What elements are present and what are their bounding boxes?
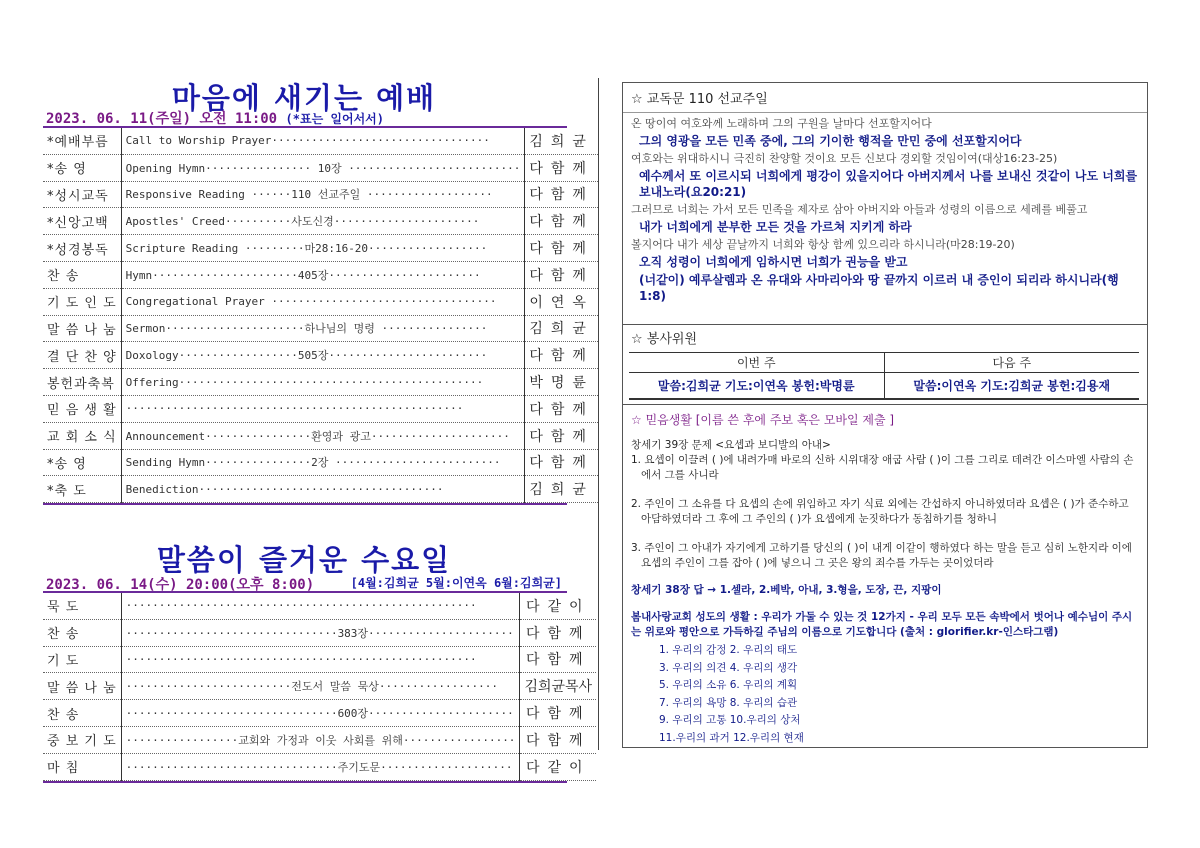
life-text: 봄내사랑교회 성도의 생활 : 우리가 가둘 수 있는 것 12가지 - 우리 모두 모든 속박에서 벗어나 예수님이 주시는 위로와 평안으로 가득하길 주님의 이름으로 기도합니다 (출처 : glorifier.kr-인스타그램)	[631, 611, 1133, 638]
order-row	[43, 235, 598, 262]
order-item-leader: 다함께	[525, 261, 598, 288]
service-header: ☆ 봉사위원	[631, 332, 698, 347]
order-row	[43, 261, 598, 288]
list-item: 7. 우리의 욕망 8. 우리의 습관	[659, 696, 798, 709]
order-item-leader: 다함께	[525, 422, 598, 449]
service-box	[622, 324, 1148, 406]
next-week-label: 다음 주	[992, 356, 1032, 370]
order-row	[43, 181, 598, 208]
reading-response-line: 그의 영광을 모든 민족 중에, 그의 기이한 행적을 만민 중에 선포할지어다	[639, 134, 1022, 148]
reading-lines	[623, 113, 1147, 309]
order-item-detail: ·····················································	[121, 646, 520, 673]
order-item-name: 말 씀 나 눔	[43, 673, 121, 700]
reading-box	[622, 82, 1148, 326]
reading-leader-line: 여호와는 위대하시니 극진히 찬양할 것이요 모든 신보다 경외할 것임이여(대상16:23-25)	[631, 152, 1058, 165]
order-item-name: *성경봉독	[43, 235, 121, 262]
order-row	[43, 422, 598, 449]
order-item-name: *축 도	[43, 476, 121, 503]
order-item-detail: Scripture Reading ·········마28:16-20··················	[121, 235, 525, 262]
order-item-detail: ·····················································	[121, 593, 520, 619]
this-week-members: 말씀:김희균 기도:이연옥 봉헌:박명륜	[629, 373, 884, 399]
order-row	[43, 646, 596, 673]
order-item-detail: ································383장······················	[121, 619, 520, 646]
order-item-leader: 다함께	[525, 208, 598, 235]
list-item: 5. 우리의 소유 6. 우리의 계획	[659, 679, 798, 691]
worship-date: 2023. 06. 11(주일) 오전 11:00	[46, 111, 278, 127]
order-item-detail: Apostles' Creed··········사도신경······················	[121, 208, 525, 235]
order-item-leader: 다함께	[520, 646, 596, 673]
reading-response-line: 오직 성령이 너희에게 임하시면 너희가 권능을 받고	[639, 255, 908, 269]
order-item-leader: 다같이	[520, 753, 596, 780]
reading-leader-line: 그러므로 너희는 가서 모든 민족을 제자로 삼아 아버지와 아들과 성령의 이름으로 세례를 베풀고	[631, 203, 1088, 216]
page-divider	[598, 78, 599, 750]
order-item-detail: ·················교회와 가정과 이웃 사회를 위해·················	[121, 726, 520, 753]
quiz-answer: 창세기 38장 답 → 1.셀라, 2.베박, 아내, 3.형을, 도장, 끈, 지팡이	[631, 584, 942, 596]
this-week-label: 이번 주	[629, 353, 884, 373]
order-item-detail: Congregational Prayer ··································	[121, 288, 525, 315]
order-item-detail: ·························전도서 말씀 묵상··················	[121, 673, 520, 700]
list-item: 3. 우리의 의견 4. 우리의 생각	[659, 661, 798, 674]
order-row	[43, 208, 598, 235]
order-item-detail: ···················································	[121, 395, 525, 422]
order-item-name: 믿 음 생 활	[43, 395, 121, 422]
order-item-detail: Hymn······················405장·······················	[121, 261, 525, 288]
list-item: 1. 우리의 감정 2. 우리의 태도	[659, 644, 798, 656]
order-row	[43, 593, 596, 619]
order-item-leader: 다함께	[525, 181, 598, 208]
order-item-leader: 김희균	[525, 476, 598, 503]
reading-response-line: 예수께서 또 이르시되 너희에게 평강이 있을지어다 아버지께서 나를 보내신 것같이 나도 너희를 보내노라(요20:21)	[639, 169, 1138, 199]
wednesday-date: 2023. 06. 14(수) 20:00(오후 8:00)	[46, 577, 315, 593]
order-item-leader: 다함께	[525, 342, 598, 369]
order-item-detail: Benediction·····································	[121, 476, 525, 503]
order-item-detail: Offering··············································	[121, 369, 525, 396]
order-item-leader: 김희균목사	[520, 673, 596, 700]
order-item-name: 마 침	[43, 753, 121, 780]
wednesday-order-table	[43, 591, 593, 783]
order-item-name: 중 보 기 도	[43, 726, 121, 753]
order-item-leader: 다함께	[525, 235, 598, 262]
order-row	[43, 369, 598, 396]
reading-leader-line: 볼지어다 내가 세상 끝날까지 너희와 항상 함께 있으리라 하시니라(마28:19-20)	[631, 238, 1015, 251]
order-item-leader: 다함께	[525, 449, 598, 476]
order-row	[43, 449, 598, 476]
order-row	[43, 476, 598, 503]
order-item-name: 교 회 소 식	[43, 422, 121, 449]
order-item-detail: Call to Worship Prayer·································	[121, 128, 525, 154]
order-item-name: 찬 송	[43, 700, 121, 727]
order-row	[43, 342, 598, 369]
order-item-leader: 이연옥	[525, 288, 598, 315]
order-item-name: *송 영	[43, 154, 121, 181]
order-item-leader: 다함께	[525, 154, 598, 181]
twelve-items-list	[631, 642, 1139, 747]
order-item-leader: 다함께	[520, 619, 596, 646]
order-item-name: *예배부름	[43, 128, 121, 154]
wednesday-rotation-note: [4월:김희균 5월:이연옥 6월:김희균]	[350, 576, 562, 590]
reading-response-line: (너같이) 예루살렘과 온 유대와 사마리아와 땅 끝까지 이르러 내 증인이 되리라 하시니라(행1:8)	[639, 273, 1119, 303]
faith-box	[622, 404, 1148, 748]
order-row	[43, 753, 596, 780]
order-item-detail: Doxology··················505장························	[121, 342, 525, 369]
order-item-detail: ································600장······················	[121, 700, 520, 727]
order-row	[43, 154, 598, 181]
order-row	[43, 673, 596, 700]
next-week-members: 말씀:이연옥 기도:김희균 봉헌:김용재	[913, 378, 1111, 393]
service-table	[629, 352, 1139, 400]
worship-order-table	[43, 126, 594, 505]
quiz-question-1: 1. 요셉이 이끌려 ( )에 내려가매 바로의 신하 시위대장 애굽 사람 ( )이 그를 그리로 데려간 이스마엘 사람의 손에서 그를 사니라	[631, 454, 1134, 481]
quiz-title: 창세기 39장 문제 <요셉과 보디발의 아내>	[631, 439, 831, 451]
order-row	[43, 128, 598, 154]
order-item-leader: 김희균	[525, 315, 598, 342]
order-item-leader: 다함께	[525, 395, 598, 422]
order-item-name: 결 단 찬 양	[43, 342, 121, 369]
order-item-detail: Announcement················환영과 광고·····················	[121, 422, 525, 449]
order-item-detail: ································주기도문····················	[121, 753, 520, 780]
order-item-name: 말 씀 나 눔	[43, 315, 121, 342]
order-row	[43, 619, 596, 646]
order-row	[43, 288, 598, 315]
faith-header: ☆ 믿음생활 [이름 쓴 후에 주보 혹은 모바일 제출 ]	[631, 413, 895, 427]
order-row	[43, 700, 596, 727]
order-item-name: 묵 도	[43, 593, 121, 619]
reading-leader-line: 온 땅이여 여호와께 노래하며 그의 구원을 날마다 선포할지어다	[631, 117, 932, 130]
order-item-name: 찬 송	[43, 619, 121, 646]
order-item-leader: 다함께	[520, 726, 596, 753]
quiz-question-3: 3. 주인이 그 아내가 자기에게 고하기를 당신의 ( )이 내게 이같이 행하였다 하는 말을 듣고 심히 노한지라 이에 요셉의 주인이 그를 잡아 ( )에 넣으니 그 곳은 왕의 죄수를 가두는 곳이었더라	[631, 542, 1132, 569]
order-item-leader: 다함께	[520, 700, 596, 727]
order-item-name: *성시교독	[43, 181, 121, 208]
order-item-leader: 다같이	[520, 593, 596, 619]
order-row	[43, 395, 598, 422]
order-item-leader: 김희균	[525, 128, 598, 154]
order-item-detail: Sending Hymn················2장 ·························	[121, 449, 525, 476]
order-item-detail: Sermon·····················하나님의 명령 ················	[121, 315, 525, 342]
reading-response-line: 내가 너희에게 분부한 모든 것을 가르쳐 지키게 하라	[639, 220, 912, 234]
standing-note: (*표는 일어서서)	[285, 112, 384, 126]
order-item-name: *송 영	[43, 449, 121, 476]
order-item-name: 기 도	[43, 646, 121, 673]
order-row	[43, 315, 598, 342]
order-item-name: 찬 송	[43, 261, 121, 288]
worship-date-line	[46, 108, 384, 128]
order-item-detail: Responsive Reading ······110 선교주일 ···················	[121, 181, 525, 208]
quiz-question-2: 2. 주인이 그 소유를 다 요셉의 손에 위임하고 자기 식료 외에는 간섭하지 아니하였더라 요셉은 ( )가 준수하고 아담하였더라 그 후에 그 주인의 ( )가 요셉에게 눈짓하다가 동침하기를 청하니	[631, 498, 1129, 525]
list-item: 9. 우리의 고통 10.우리의 상처	[659, 714, 801, 726]
order-row	[43, 726, 596, 753]
order-item-name: 봉헌과축복	[43, 369, 121, 396]
order-item-name: 기 도 인 도	[43, 288, 121, 315]
order-item-detail: Opening Hymn················ 10장 ··························	[121, 154, 525, 181]
list-item: 11.우리의 과거 12.우리의 현재	[659, 731, 804, 744]
order-item-name: *신앙고백	[43, 208, 121, 235]
reading-header: ☆ 교독문 110 선교주일	[623, 83, 1147, 113]
order-item-leader: 박명륜	[525, 369, 598, 396]
wednesday-title: 말씀이 즐거운 수요일	[156, 543, 452, 577]
worship-title: 마음에 새기는 예배	[171, 81, 437, 115]
